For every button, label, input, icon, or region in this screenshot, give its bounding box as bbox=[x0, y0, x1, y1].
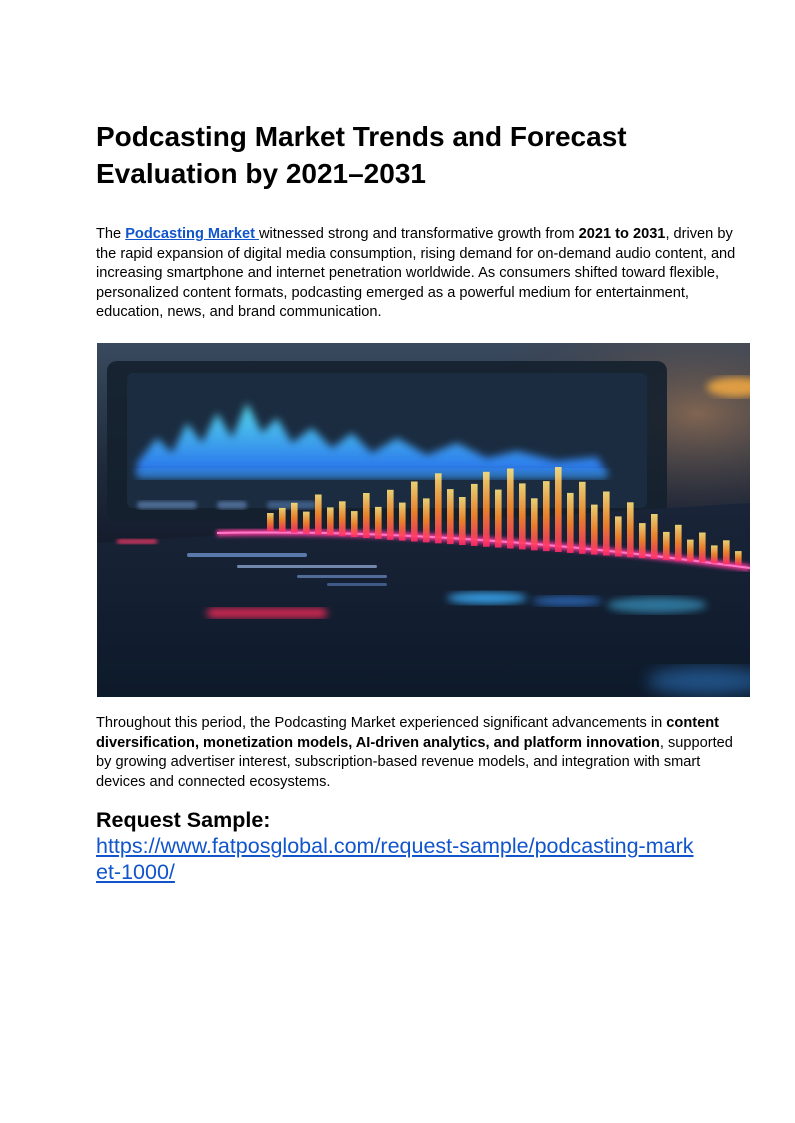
document-page bbox=[96, 118, 751, 885]
equalizer-bar bbox=[675, 525, 682, 561]
equalizer-bar bbox=[375, 507, 382, 539]
intro-after-link: witnessed strong and transformative growth from bbox=[259, 226, 579, 242]
equalizer-bar bbox=[387, 490, 394, 540]
podcasting-market-link[interactable]: Podcasting Market bbox=[125, 226, 260, 242]
equalizer-bar bbox=[315, 494, 322, 534]
equalizer-bar bbox=[363, 493, 370, 538]
equalizer-bar bbox=[483, 472, 490, 547]
hero-illustration bbox=[97, 343, 750, 697]
equalizer-bar bbox=[435, 473, 442, 543]
equalizer-bar bbox=[471, 484, 478, 546]
body-paragraph bbox=[96, 714, 751, 792]
intro-paragraph bbox=[96, 225, 751, 323]
equalizer-bar bbox=[555, 467, 562, 552]
equalizer-bar bbox=[423, 498, 430, 542]
equalizer-bar bbox=[663, 532, 670, 560]
equalizer-bar bbox=[519, 483, 526, 549]
body-lead: Throughout this period, the Podcasting Market experienced significant advancements in bbox=[96, 714, 667, 731]
equalizer-bar bbox=[279, 508, 286, 532]
equalizer-bar bbox=[339, 501, 346, 536]
equalizer-bar bbox=[327, 507, 334, 535]
equalizer-bar bbox=[579, 482, 586, 554]
equalizer-bar bbox=[639, 523, 646, 558]
equalizer-bar bbox=[291, 503, 298, 533]
request-sample-link[interactable]: https://www.fatposglobal.com/request-sample/podcasting-market-1000/ bbox=[96, 834, 694, 885]
equalizer-bar bbox=[267, 513, 274, 531]
equalizer-bar bbox=[495, 490, 502, 548]
equalizer-bar bbox=[627, 502, 634, 557]
equalizer-bar bbox=[447, 489, 454, 544]
equalizer-bar bbox=[399, 503, 406, 541]
equalizer-bar bbox=[735, 551, 742, 565]
audio-equalizer-dashboard-image bbox=[97, 343, 750, 697]
intro-rest: , driven by the rapid expansion of digital media consumption, rising demand for on-demand audio content, and increasing smartphone and internet penetration worldwide. As consumers shifted toward flexible, personalized content formats, podcasting emerged as a powerful medium for entertainment, education, news, and brand communication. bbox=[96, 226, 736, 321]
equalizer-bar bbox=[603, 491, 610, 555]
intro-lead: The bbox=[96, 226, 126, 242]
equalizer-bar bbox=[615, 516, 622, 556]
equalizer-bar bbox=[507, 468, 514, 548]
equalizer-bar bbox=[411, 481, 418, 541]
equalizer-bar bbox=[699, 532, 706, 562]
equalizer-bar bbox=[567, 493, 574, 553]
article-title: Podcasting Market Trends and Forecast Evaluation by 2021–2031 bbox=[96, 121, 627, 189]
equalizer-bar bbox=[303, 512, 310, 534]
equalizer-bar bbox=[459, 497, 466, 545]
equalizer-bar bbox=[651, 514, 658, 559]
equalizer-bar bbox=[543, 481, 550, 551]
body-topics: content diversification, monetization models, AI-driven analytics, and platform innovation bbox=[96, 714, 719, 751]
equalizer-bar bbox=[531, 498, 538, 550]
body-rest: , supported by growing advertiser interest, subscription-based revenue models, and integration with smart devices and connected ecosystems. bbox=[96, 734, 733, 790]
equalizer-bar bbox=[687, 540, 694, 562]
intro-period: 2021 to 2031 bbox=[578, 226, 666, 242]
equalizer-bar bbox=[711, 545, 718, 563]
request-sample-heading: Request Sample: bbox=[96, 808, 271, 833]
equalizer-bar bbox=[723, 540, 730, 564]
equalizer-bar bbox=[591, 505, 598, 555]
equalizer-bar bbox=[351, 511, 358, 537]
